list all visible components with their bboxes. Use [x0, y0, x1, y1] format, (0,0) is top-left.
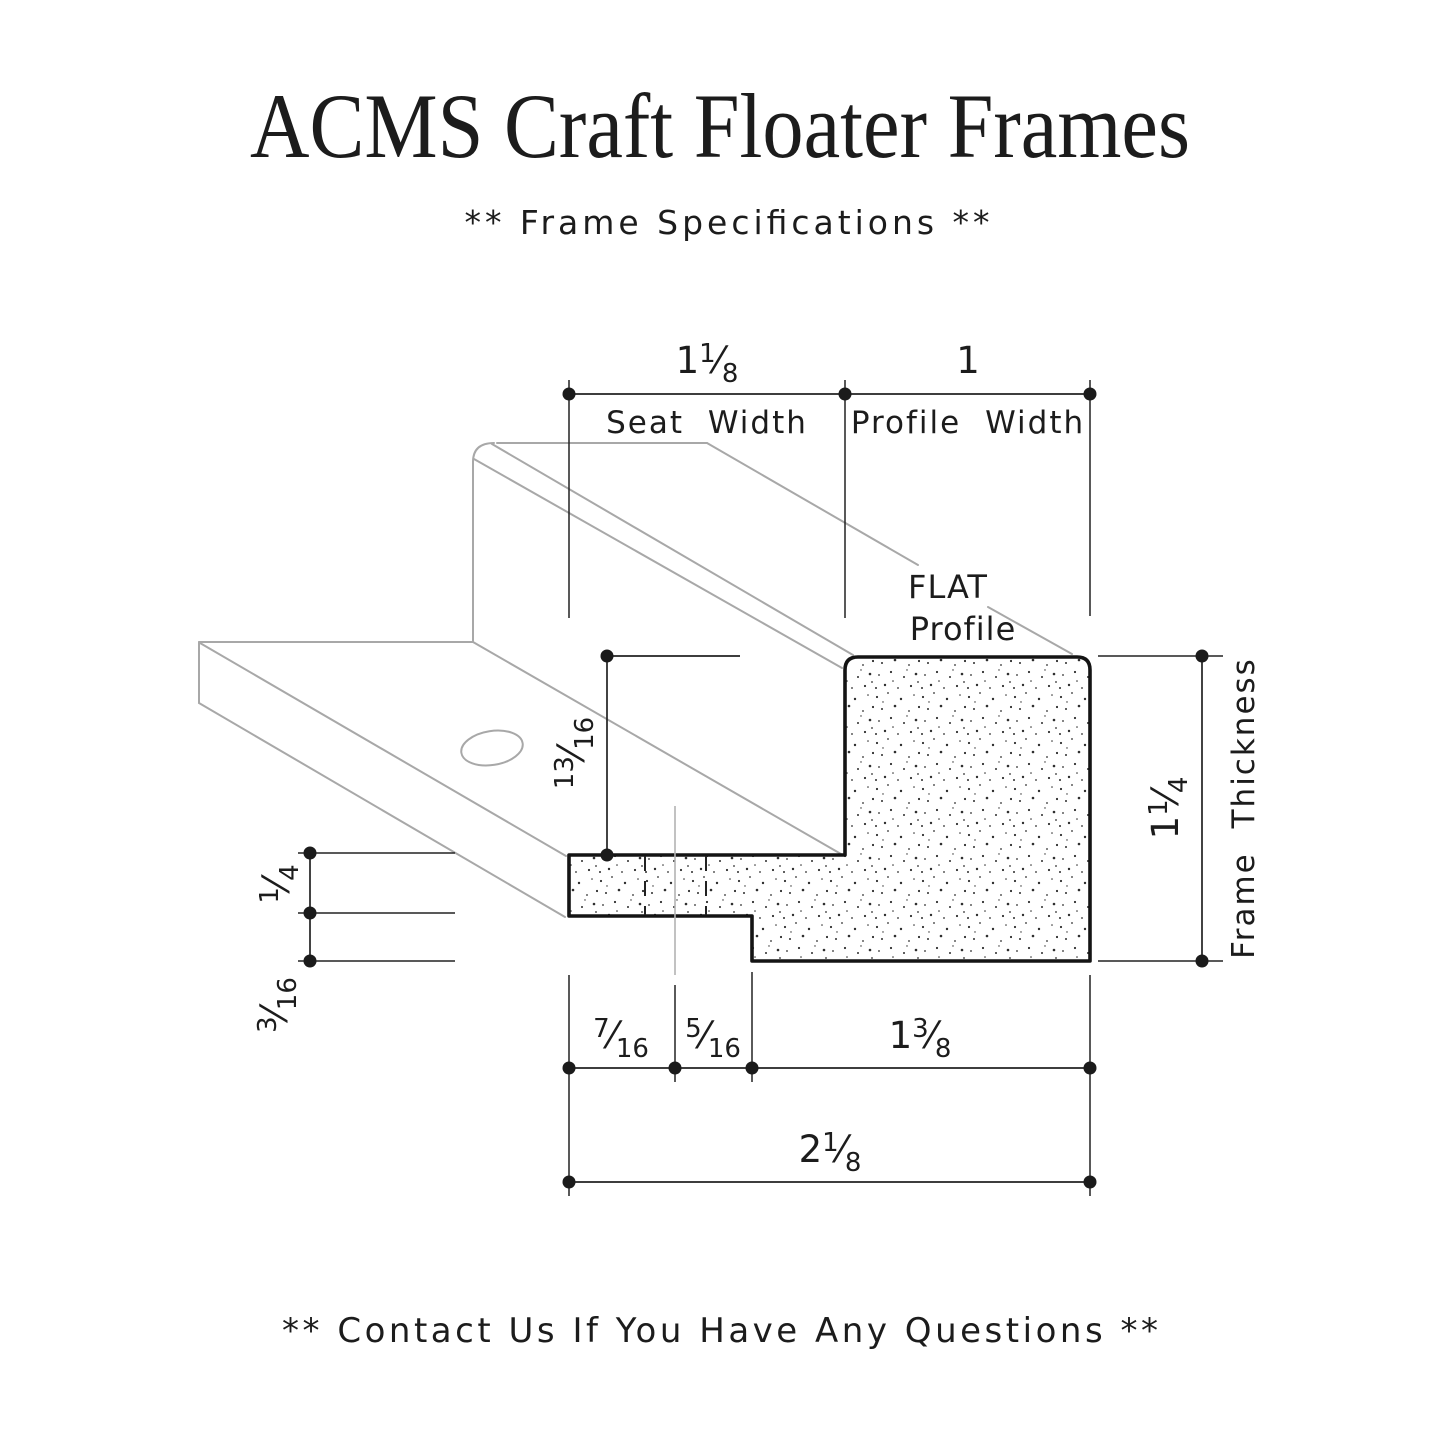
dim-hole-to-step-value: $^5⁄_{16}$: [685, 1014, 741, 1064]
iso-wall-back-edge-a: [707, 443, 918, 565]
dim-rabbet-depth: [550, 650, 740, 862]
dim-dot: [746, 1062, 759, 1075]
dim-dot: [1084, 1062, 1097, 1075]
dim-dot: [601, 650, 614, 663]
dim-dot: [304, 955, 317, 968]
profile-style-annotation: [908, 568, 1016, 648]
dim-dot: [563, 1062, 576, 1075]
dim-dot: [304, 847, 317, 860]
dim-lip-and-step: [253, 847, 455, 1033]
screw-hole: [459, 726, 526, 769]
dim-hole-offset-value: $^7⁄_{16}$: [593, 1014, 649, 1064]
iso-seat-bottom-front-edge: [199, 703, 565, 917]
dim-dot: [1196, 650, 1209, 663]
dim-dot: [563, 1176, 576, 1189]
iso-seat-top-front-edge: [200, 643, 566, 856]
iso-wall-top-front-edge-upper: [492, 444, 853, 655]
dim-dot: [1084, 388, 1097, 401]
frame-cross-section: [569, 657, 1090, 961]
dim-bottom-step-value: $^3⁄_{16}$: [253, 977, 303, 1033]
dim-frame-thickness: [1098, 650, 1262, 968]
dim-profile-width-value: 1: [956, 339, 980, 382]
dim-dot: [669, 1062, 682, 1075]
dim-dot: [601, 849, 614, 862]
contact-note: ** Contact Us If You Have Any Questions **: [282, 1311, 1158, 1351]
dim-bottom-row1: [563, 972, 1097, 1196]
dim-lip-thickness-value: $^1⁄_4$: [255, 864, 305, 904]
dim-dot: [304, 907, 317, 920]
page-title: ACMS Craft Floater Frames: [250, 75, 1190, 177]
dim-dot: [1084, 1176, 1097, 1189]
dim-base-width-value: $1^3⁄_8$: [888, 1014, 952, 1064]
dim-frame-thickness-value: $1^1⁄_4$: [1144, 776, 1194, 840]
dim-dot: [1196, 955, 1209, 968]
dim-seat-and-profile-width: [563, 339, 1097, 618]
dim-dot: [563, 388, 576, 401]
profile-style-line1: FLAT: [908, 568, 988, 606]
dim-frame-thickness-label: Frame Thickness: [1226, 657, 1262, 959]
profile-style-line2: Profile: [909, 610, 1017, 648]
dim-seat-width-label: Seat Width: [606, 405, 808, 441]
dim-overall-width-value: $2^1⁄_8$: [798, 1128, 862, 1178]
dim-rabbet-depth-value: $^{13}⁄_{16}$: [550, 716, 600, 790]
dim-seat-width-value: $1^1⁄_8$: [675, 339, 739, 389]
dim-overall-width: [563, 1128, 1097, 1189]
dim-dot: [839, 388, 852, 401]
iso-wall-seat-intersection-edge: [473, 642, 841, 854]
iso-wall-top-front-edge-lower: [474, 459, 842, 668]
dim-profile-width-label: Profile Width: [850, 405, 1086, 441]
page-subtitle: ** Frame Specifications **: [464, 203, 990, 242]
